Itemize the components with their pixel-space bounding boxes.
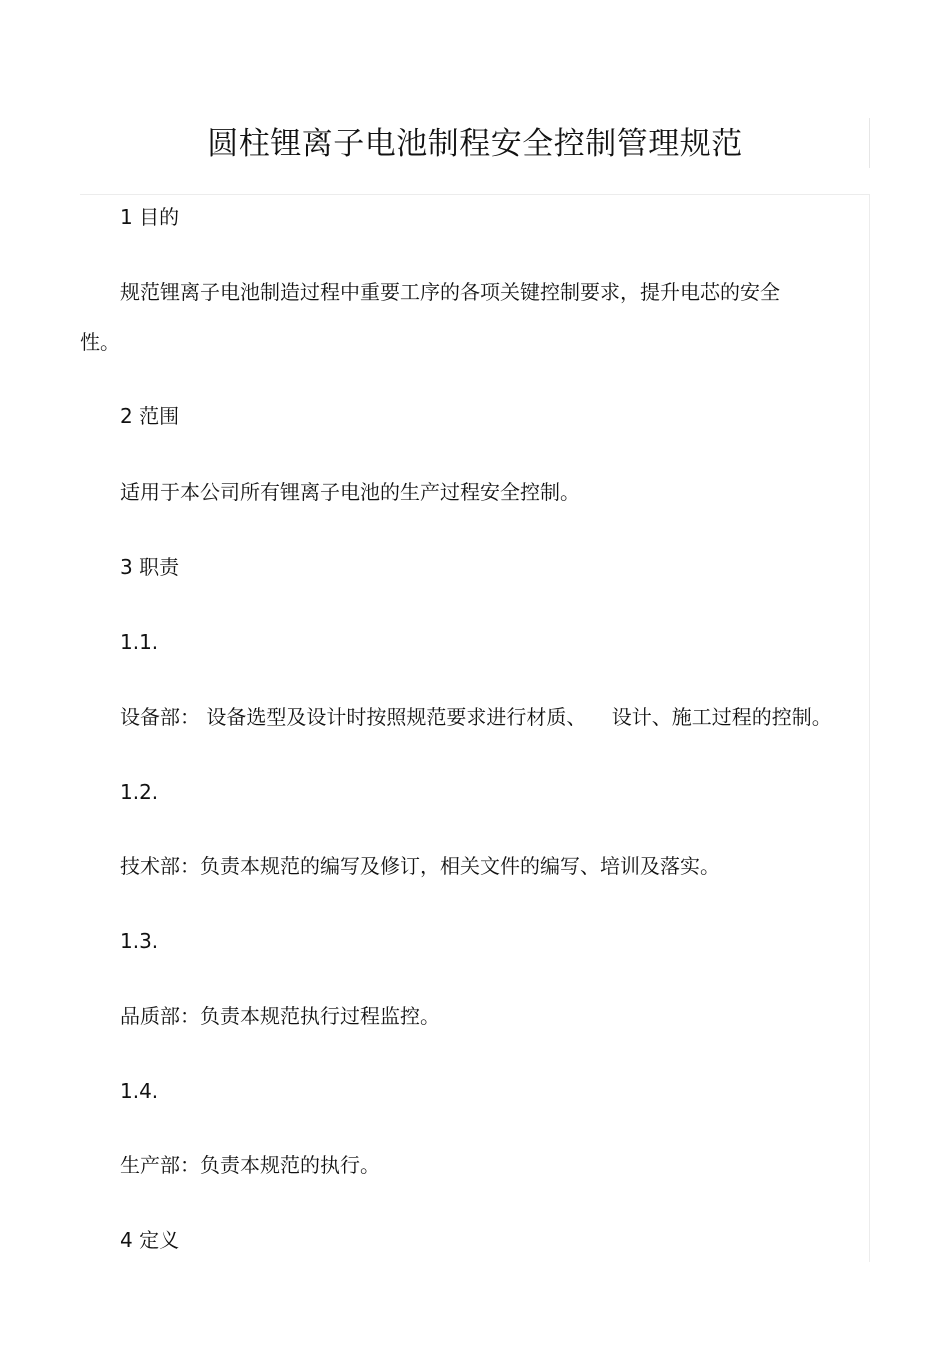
title-divider-vertical bbox=[869, 118, 870, 168]
section-heading-scope: 2 范围 bbox=[120, 404, 180, 428]
item-number-1-1: 1.1. bbox=[120, 630, 159, 654]
section-heading-definitions: 4 定义 bbox=[120, 1228, 180, 1252]
paragraph-technical-dept: 技术部：负责本规范的编写及修订，相关文件的编写、培训及落实。 bbox=[120, 854, 720, 878]
section-heading-purpose: 1 目的 bbox=[120, 205, 180, 229]
paragraph-production-dept: 生产部：负责本规范的执行。 bbox=[120, 1153, 380, 1177]
paragraph-quality-dept: 品质部：负责本规范执行过程监控。 bbox=[120, 1004, 440, 1028]
page-right-border bbox=[869, 194, 870, 1262]
paragraph-equipment-dept: 设备部： 设备选型及设计时按照规范要求进行材质、 设计、施工过程的控制。 bbox=[120, 705, 832, 729]
item-number-1-2: 1.2. bbox=[120, 780, 159, 804]
paragraph-purpose-continued: 性。 bbox=[80, 330, 120, 354]
paragraph-purpose: 规范锂离子电池制造过程中重要工序的各项关键控制要求，提升电芯的安全 bbox=[120, 280, 780, 304]
item-number-1-4: 1.4. bbox=[120, 1079, 159, 1103]
document-title: 圆柱锂离子电池制程安全控制管理规范 bbox=[207, 126, 743, 162]
title-divider bbox=[80, 194, 870, 195]
paragraph-scope: 适用于本公司所有锂离子电池的生产过程安全控制。 bbox=[120, 480, 580, 504]
section-heading-responsibilities: 3 职责 bbox=[120, 555, 180, 579]
item-number-1-3: 1.3. bbox=[120, 929, 159, 953]
